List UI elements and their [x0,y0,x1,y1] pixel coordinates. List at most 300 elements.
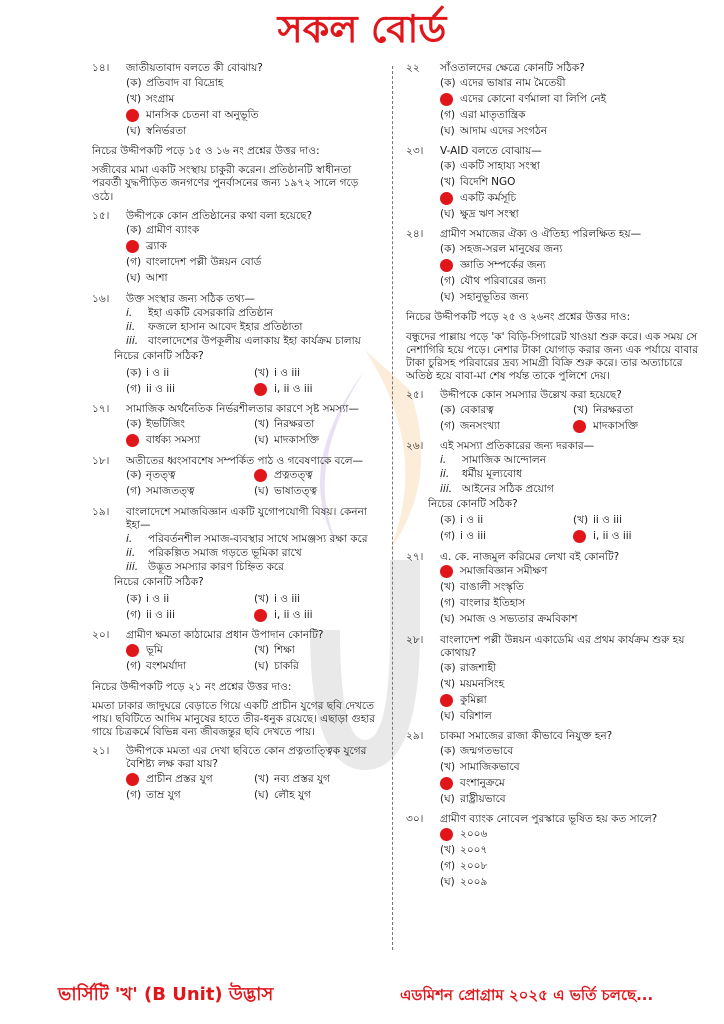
option[interactable] [440,692,706,708]
question-text: গ্রামীণ সমাজের ঐক্য ও ঐতিহ্য পরিলক্ষিত হয়— [440,228,642,241]
answer-marker-dot [126,773,139,786]
option[interactable] [440,158,706,174]
statement [406,454,706,467]
question-number: ২৩। [406,145,424,158]
option-text: গ্রামীণ ব্যাংক [146,224,200,237]
statement [92,321,382,334]
option-text: চাকরি [274,659,299,672]
option-text: কুমিল্লা [460,693,487,706]
question-text: চাকমা সমাজের রাজা কীভাবে নিযুক্ত হন? [440,730,613,743]
option[interactable] [254,607,382,623]
option-text: i ও ii [460,514,484,527]
statement-numeral: ii. [440,468,450,481]
options [406,75,706,139]
question-header [92,403,382,416]
question-text: V-AID বলতে বোঝায়— [440,145,542,158]
option-text: i ও iii [274,592,301,605]
option-text: সমাজবিজ্ঞান সমীক্ষণ [460,565,548,578]
option-label: (ক) [440,661,456,674]
option-label: (ক) [126,224,142,237]
option[interactable] [440,206,706,222]
question-text: উদ্দীপকে মমতা এর দেখা ছবিতে কোন প্রত্নতাত্ত্বিক যুগের বৈশিষ্ট্য লক্ষ করা যায়? [126,745,367,771]
question-q19 [92,506,382,624]
question-number: ১৫। [92,209,110,222]
answer-marker-dot [126,109,139,122]
question-header [92,210,382,223]
option[interactable] [254,468,382,484]
option[interactable] [440,580,706,596]
option-text: ক্ষুদ্র ঋণ সংস্থা [460,207,519,220]
option-text: i ও ii [146,366,170,379]
option[interactable] [440,775,706,791]
option-label: (খ) [254,772,270,785]
answer-marker-dot [440,565,453,578]
stimulus-passage: মমতা ঢাকার জাদুঘরে বেড়াতে গিয়ে একটি প্রাচীন যুগের ছবি দেখতে পায়। ছবিটিতে আদিম মানুষের হাতে তীর-ধনুক রয়েছে। এছাড়া গুহার গায়ে চিত্রকর্মে বিভিন্ন বন্য জীবজন্তুর ছবি দেখতে পায়। [92,699,376,738]
question-q27 [406,551,706,628]
options [92,643,382,675]
option[interactable] [440,842,706,858]
question-number: ১৯। [92,505,110,518]
statement-text: ফজলে হাসান আবেদ ইহার প্রতিষ্ঠাতা [148,321,303,333]
option-label: (খ) [440,843,456,856]
right-column [406,62,706,896]
stimulus-passage: সজীবের মামা একটি সংস্থায় চাকুরী করেন। প্রতিষ্ঠানটি স্বাধীনতা পরবর্তী যুদ্ধপীড়িত জনগণের পুনর্বাসনের জন্য ১৯৭২ সালে গড়ে ওঠে। [92,164,359,203]
option[interactable] [440,874,706,890]
question-q16 [92,293,382,398]
option-label: (গ) [126,659,142,672]
option-text: আশা [146,272,168,285]
statement-text: বাংলাদেশের উপকূলীয় এলাকায় ইহা কার্যক্রম চালায় [148,335,361,348]
options [92,223,382,287]
option-text: বাঙালী সংস্কৃতি [460,581,524,594]
question-header [92,455,382,468]
option[interactable] [126,271,382,287]
option[interactable] [254,484,382,500]
option[interactable] [254,365,382,381]
option-text: আদাম এদের সংগঠন [460,124,548,137]
question-number: ১৬। [92,292,110,305]
option[interactable] [254,591,382,607]
question-header [406,440,706,453]
option[interactable] [126,75,382,91]
option-label: (ঘ) [254,485,269,498]
option[interactable] [440,402,573,418]
options [406,564,706,628]
question-header [92,745,382,771]
option[interactable] [440,174,706,190]
option[interactable] [573,513,706,529]
option-text: বিদেশি NGO [460,175,516,188]
option-text: বাংলাদেশ পল্লী উন্নয়ন বোর্ড [146,256,262,269]
option-text: সমাজ ও সভ্যতার ক্রমবিকাশ [460,613,578,626]
question-text: সামাজিক অর্থনৈতিক নির্ভরশীলতার কারণে সৃষ্ট সমস্যা— [126,403,359,416]
option-text: বেকারত্ব [460,403,494,416]
statement [92,307,382,320]
question-text: বাংলাদেশে সমাজবিজ্ঞান একটি যুগোপযোগী বিষয়। কেননা ইহা— [126,505,367,531]
option-label: (খ) [254,643,270,656]
option-label: (খ) [254,592,270,605]
option-text: সহানুভূতির জন্য [460,290,529,303]
option-label: (ক) [440,514,456,527]
option-label: (ঘ) [254,788,269,801]
question-number: ২৯। [406,730,424,743]
statement-numeral: i. [126,532,133,545]
question-q23 [406,145,706,222]
option-label: (ক) [440,159,456,172]
option-text: এদের কোনো বর্ণমালা বা লিপি নেই [460,92,607,105]
option-label: (খ) [440,175,456,188]
option-text: নৃতত্ত্ব [146,469,176,482]
option[interactable] [440,596,706,612]
option-text: ২০০৭ [460,843,488,856]
question-header [92,506,382,532]
question-q24 [406,228,706,305]
statement [92,533,382,546]
statement-numeral: i. [440,454,447,467]
statement [406,468,706,481]
options [406,826,706,890]
question-header [92,62,382,75]
statement-text: উদ্ভূত সমস্যার কারণ চিহ্নিত করে [148,561,284,574]
question-number: ৩০। [406,813,424,826]
option-text: মাদকাসক্তি [593,419,638,432]
option-text: স্বনির্ভরতা [146,124,187,137]
option[interactable] [440,513,573,529]
options [406,241,706,305]
option-label: (ক) [126,417,142,430]
question-q30 [406,813,706,890]
question-text: সাঁওতালদের ক্ষেত্রে কোনটি সঠিক? [440,62,585,74]
question-q20 [92,629,382,674]
option[interactable] [440,708,706,724]
answer-marker-dot [573,420,586,433]
option-label: (গ) [126,382,142,395]
option[interactable] [126,223,382,239]
option[interactable] [126,659,254,675]
question-text: এ. কে. নাজমুল করিমের লেখা বই কোনটি? [440,550,620,563]
option-text: শিক্ষা [274,643,295,656]
option[interactable] [440,75,706,91]
answer-marker-dot [254,383,267,396]
options [92,417,382,449]
option-text: i ও iii [460,530,487,543]
question-q29 [406,730,706,807]
option-label: (গ) [440,597,456,610]
options [92,365,382,397]
option-text: সংগ্রাম [146,92,175,105]
option-text: জন্মগতভাবে [460,744,514,757]
option[interactable] [126,365,254,381]
option[interactable] [126,433,254,449]
options [406,660,706,724]
answer-marker-dot [254,469,267,482]
statement [406,483,706,496]
footer-right: এডমিশন প্রোগ্রাম ২০২৫ এ ভর্তি চলছে... [400,986,654,1004]
option-label: (গ) [440,274,456,287]
option[interactable] [126,239,382,255]
option[interactable] [126,107,382,123]
question-number: ২৫। [406,389,424,401]
option-text: ২০০৬ [460,827,488,840]
question-header [406,551,706,564]
statement [92,547,382,560]
statement-text: সামাজিক আন্দোলন [462,454,546,467]
question-number: ২৭। [406,550,424,563]
stimulus-instruction: নিচের উদ্দীপকটি পড়ে ২১ নং প্রশ্নের উত্তর দাও: [92,680,292,693]
option-label: (গ) [440,530,456,543]
statement-numeral: iii. [440,482,453,495]
statement-numeral: ii. [126,547,136,559]
statement-numeral: i. [126,306,133,319]
option[interactable] [440,529,573,545]
statement-numeral: iii. [126,561,139,574]
option[interactable] [440,273,706,289]
question-number: ২১। [92,745,110,757]
statement [92,335,382,348]
option-label: (ক) [440,744,456,757]
option[interactable] [254,381,382,397]
option-label: (খ) [254,366,270,379]
option-text: বরিশাল [460,709,492,722]
answer-marker-dot [573,530,586,543]
option-text: বংশানুক্রমে [460,776,505,789]
question-text: উদ্দীপকে কোন প্রতিষ্ঠানের কথা বলা হয়েছে? [126,209,313,222]
option-text: সামাজিকভাবে [460,760,520,773]
option[interactable] [573,402,706,418]
option[interactable] [126,255,382,271]
option-text: ii ও iii [146,382,175,395]
option-text: যৌথ পরিবারের জন্য [460,274,547,287]
option-label: (ঘ) [440,124,455,137]
question-text: গ্রামীণ ব্যাংক নোবেল পুরস্কারে ভূষিত হয় কত সালে? [440,813,658,826]
question-q18 [92,455,382,500]
options [92,591,382,623]
option-text: রাষ্ট্রীয়ভাবে [460,792,506,805]
option-text: জনসংখ্যা [460,419,501,432]
question-text: জাতীয়তাবাদ বলতে কী বোঝায়? [126,62,263,74]
question-number: ১৪। [92,62,110,74]
option-text: প্রাচীন প্রস্তর যুগ [146,772,213,785]
option[interactable] [440,257,706,273]
option-text: জ্ঞাতি সম্পর্কের জন্য [460,258,546,271]
question-number: ২৪। [406,228,424,241]
question-q22 [406,62,706,139]
options [92,75,382,139]
statement-text: পরিকল্পিত সমাজ গড়তে ভূমিকা রাখে [148,547,302,559]
options [92,771,382,803]
question-number: ২৮। [406,633,424,646]
option[interactable] [440,676,706,692]
option[interactable] [126,484,254,500]
question-number: ১৭। [92,403,110,416]
question-header [92,293,382,306]
question-prompt: নিচের কোনটি সঠিক? [114,350,204,363]
question-q26 [406,440,706,545]
question-header [406,62,706,75]
question-header [406,813,706,826]
question-text: এই সমস্যা প্রতিকারের জন্য দরকার— [440,440,595,453]
question-text: উক্ত সংস্থার জন্য সঠিক তথ্য— [126,292,255,305]
statement-text: ধর্মীয় মূল্যবোধ [462,468,522,481]
option-text: এরা মাতৃতান্ত্রিক [460,108,526,121]
answer-marker-dot [126,434,139,447]
option[interactable] [573,418,706,434]
option-label: (ঘ) [440,792,455,805]
stimulus-instruction: নিচের উদ্দীপকটি পড়ে ২৫ ও ২৬নং প্রশ্নের উত্তর দাও: [406,311,631,324]
option[interactable] [440,612,706,628]
statement-numeral: ii. [126,321,136,333]
option[interactable] [440,826,706,842]
option-text: i ও ii [146,592,170,605]
page-title: সকল বোর্ড [277,7,447,51]
option[interactable] [440,107,706,123]
option-text: নব্য প্রস্তর যুগ [274,772,330,785]
option[interactable] [126,123,382,139]
option[interactable] [126,468,254,484]
option[interactable] [440,759,706,775]
option-label: (ঘ) [440,613,455,626]
option[interactable] [254,771,382,787]
answer-marker-dot [440,828,453,841]
stimulus-passage: বন্ধুদের পাল্লায় পড়ে 'ক' বিড়ি-সিগারেট খাওয়া শুরু করে। এক সময় সে নেশাগিরি হয়ে পড়ে। নেশার টাকা যোগাড় করার জন্য এক পর্যায়ে বাবার টাকা চুরিসহ পরিবারের দ্রব্য সামগ্রী বিক্রি শুরু করে। তার অত্যাচারে অতিষ্ঠ হয়ে বাবা-মা শেষ পর্যন্ত তাকে পুলিশে দেয়। [406,330,698,382]
option[interactable] [254,643,382,659]
option-label: (ক) [126,469,142,482]
question-number: ১৮। [92,454,110,467]
question-text: বাংলাদেশ পল্লী উন্নয়ন একাডেমি এর প্রথম কার্যক্রম শুরু হয় কোথায়? [440,633,685,659]
option-label: (ঘ) [126,124,141,137]
option-text: মাদকাসক্তি [274,433,319,446]
option-label: (ক) [440,403,456,416]
question-header [92,629,382,642]
option[interactable] [440,791,706,807]
options [92,468,382,500]
question-text: গ্রামীণ ক্ষমতা কাঠামোর প্রধান উপাদান কোনটি? [126,629,324,642]
question-text: উদ্দীপকে কোন সমস্যার উল্লেখ করা হয়েছে? [440,389,622,401]
option-text: ii ও iii [146,608,175,621]
answer-marker-dot [440,192,453,205]
option-text: লৌহ যুগ [274,788,311,801]
option[interactable] [573,529,706,545]
answer-marker-dot [126,240,139,253]
option-label: (ক) [440,76,456,89]
option[interactable] [126,787,254,803]
option-label: (গ) [126,256,142,269]
left-column [92,62,382,809]
option-label: (ক) [126,592,142,605]
option-text: i, ii ও iii [274,608,313,621]
options [406,158,706,222]
option-text: সহজ-সরল মানুষের জন্য [460,242,563,255]
option[interactable] [126,417,254,433]
option-text: নিরক্ষরতা [593,403,634,416]
options [406,402,706,434]
option-text: বাংলার ইতিহাস [460,597,526,610]
option-label: (খ) [440,581,456,594]
statement [92,561,382,574]
option[interactable] [440,241,706,257]
option-text: ভাষাতত্ত্ব [274,485,317,498]
option[interactable] [440,564,706,580]
question-q21 [92,745,382,803]
option-text: বার্ধক্য সমস্যা [146,433,201,446]
answer-marker-dot [440,93,453,106]
option[interactable] [126,771,254,787]
option[interactable] [126,91,382,107]
option-text: ভূমি [146,643,163,656]
option[interactable] [440,418,573,434]
option[interactable] [440,123,706,139]
question-number: ২২ [406,62,420,74]
option-text: মানসিক চেতনা বা অনুভূতি [146,108,259,121]
option-label: (খ) [126,92,142,105]
question-q28 [406,634,706,724]
option-label: (গ) [440,419,456,432]
option-label: (খ) [440,760,456,773]
option-text: ব্র্যাক [146,240,167,253]
option-text: ময়মনসিংহ [460,677,505,690]
question-prompt: নিচের কোনটি সঠিক? [428,497,518,510]
question-header [406,730,706,743]
option[interactable] [440,289,706,305]
question-header [406,634,706,660]
option-label: (ঘ) [440,875,455,888]
option[interactable] [440,190,706,206]
option-label: (ঘ) [254,433,269,446]
question-header [406,228,706,241]
option-label: (ঘ) [440,290,455,303]
option-label: (গ) [440,108,456,121]
option[interactable] [254,417,382,433]
options [406,743,706,807]
option-text: এদের ভাষার নাম মৈতেয়ী [460,76,566,89]
question-number: ২০। [92,629,110,642]
question-header [406,145,706,158]
option[interactable] [440,743,706,759]
option[interactable] [254,659,382,675]
question-q14 [92,62,382,139]
option-text: i, ii ও iii [274,382,313,395]
answer-marker-dot [126,644,139,657]
option-text: ২০০৮ [460,859,488,872]
option-text: একটি কর্মসূচি [460,191,517,204]
option[interactable] [440,91,706,107]
answer-marker-dot [254,609,267,622]
question-q17 [92,403,382,448]
option[interactable] [440,858,706,874]
question-q25 [406,389,706,434]
option-text: নিরক্ষরতা [274,417,315,430]
option-label: (ক) [126,76,142,89]
option[interactable] [126,643,254,659]
question-prompt: নিচের কোনটি সঠিক? [114,576,204,589]
option-text: একটি সাহায্য সংস্থা [460,159,540,172]
option[interactable] [126,381,254,397]
option[interactable] [254,433,382,449]
option[interactable] [126,607,254,623]
answer-marker-dot [440,777,453,790]
statement-text: পরিবর্তনশীল সমাজ-ব্যবস্থার সাথে সামঞ্জস্য রক্ষা করে [148,532,368,545]
option[interactable] [126,591,254,607]
option-label: (খ) [254,417,270,430]
option-label: (ঘ) [440,207,455,220]
option-label: (ক) [440,242,456,255]
option-label: (গ) [440,859,456,872]
option[interactable] [440,660,706,676]
question-text: অতীতের ধ্বংসাবশেষ সম্পর্কিত পাঠ ও গবেষণাকে বলে— [126,454,364,467]
option[interactable] [254,787,382,803]
stimulus-instruction: নিচের উদ্দীপকটি পড়ে ১৫ ও ১৬ নং প্রশ্নের উত্তর দাও: [92,145,320,158]
option-label: (খ) [573,514,589,527]
